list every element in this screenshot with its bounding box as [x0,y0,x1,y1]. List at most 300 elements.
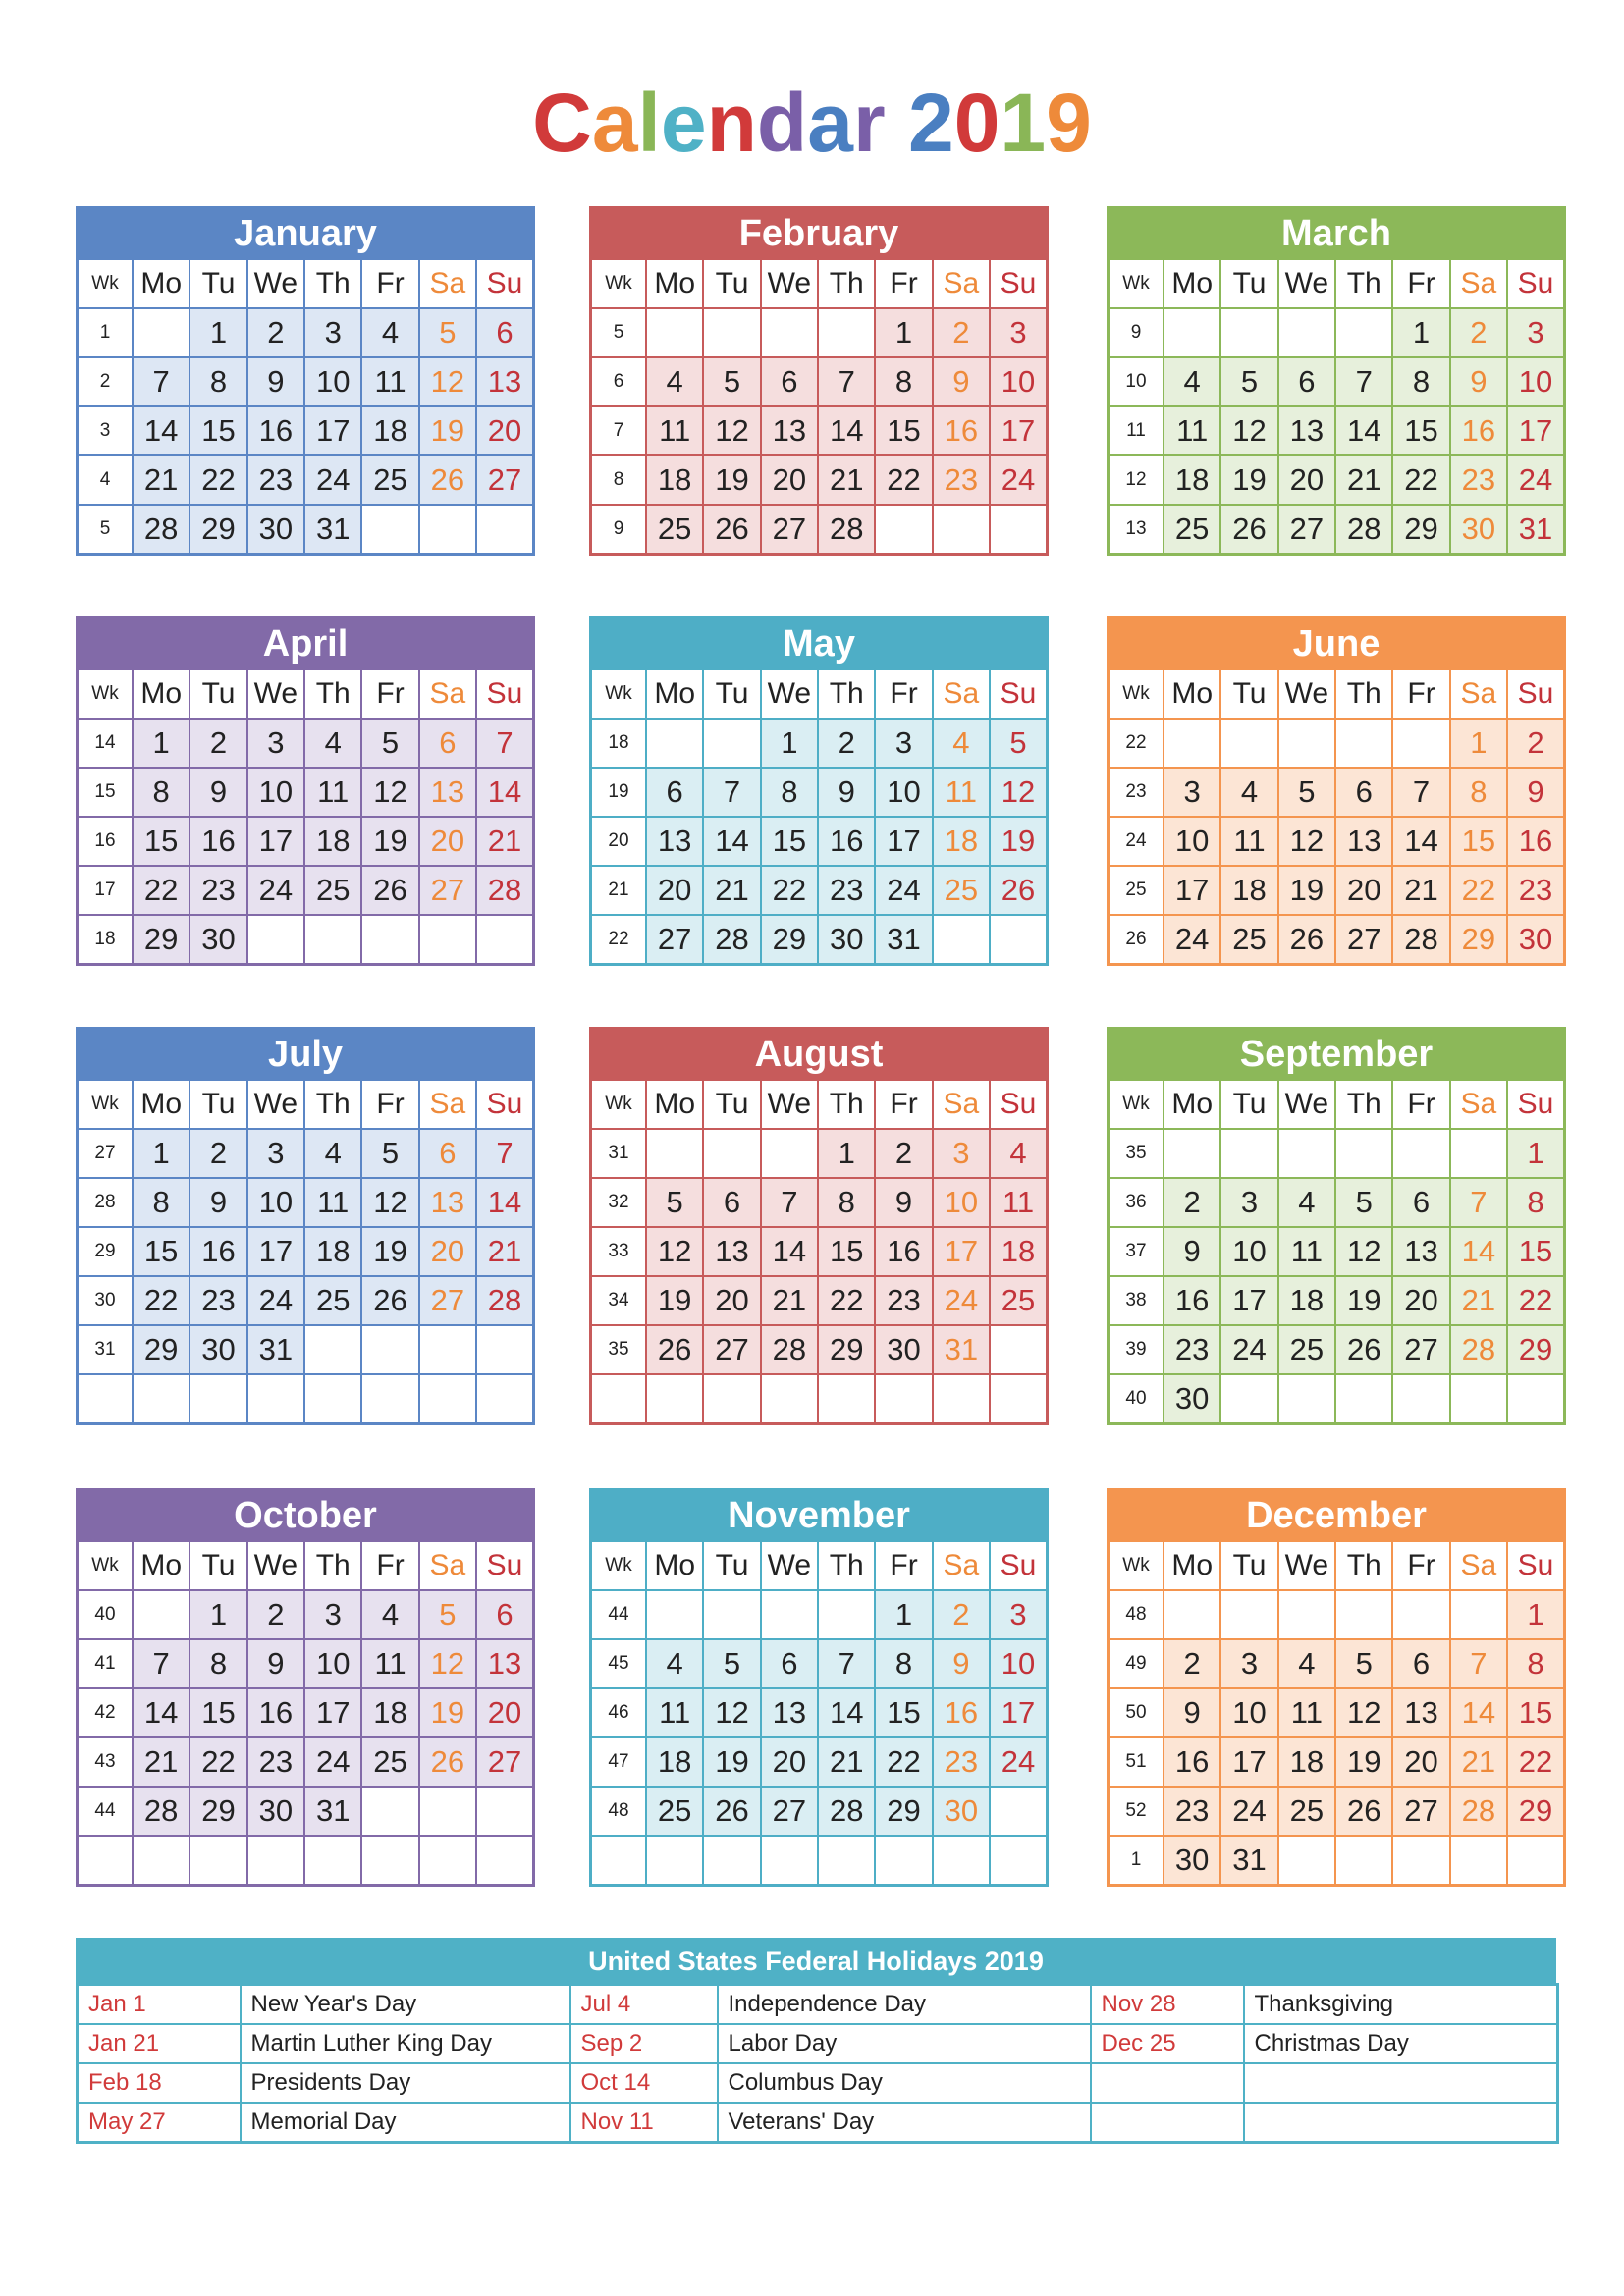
day-cell [419,1787,476,1836]
weekday-header: Su [1507,669,1564,720]
weekday-header: Tu [703,1541,760,1591]
week-row [591,1325,1048,1374]
title-letter: 1 [1000,77,1047,169]
weekday-header: Tu [189,669,246,720]
day-cell: 20 [419,1227,476,1276]
day-cell: 7 [133,1639,189,1688]
day-cell: 8 [133,768,189,817]
month-table [1107,1539,1566,1887]
month-table [76,1539,535,1887]
day-cell: 4 [361,308,418,357]
day-cell [133,1374,189,1424]
week-number: 8 [591,455,647,505]
day-cell: 11 [1164,406,1220,455]
day-cell: 28 [1450,1787,1507,1836]
weekday-header: Sa [933,259,990,309]
day-cell: 1 [818,1129,875,1178]
day-cell: 24 [1507,455,1564,505]
day-cell: 10 [1507,357,1564,406]
day-cell: 27 [646,915,703,965]
holiday-name: Labor Day [718,2024,1091,2063]
day-cell: 2 [1164,1639,1220,1688]
day-cell: 31 [1220,1836,1277,1886]
holiday-name: New Year's Day [241,1985,570,2025]
week-number: 48 [1109,1590,1164,1639]
day-cell: 24 [1220,1325,1277,1374]
day-cell: 24 [1164,915,1220,965]
weekday-header: Th [1335,1080,1392,1130]
day-cell: 24 [933,1276,990,1325]
day-cell: 6 [761,1639,818,1688]
day-cell: 1 [1507,1129,1564,1178]
day-cell: 2 [247,308,304,357]
day-cell: 21 [818,455,875,505]
day-cell [419,1325,476,1374]
weekday-header: Tu [1220,1080,1277,1130]
day-cell [189,1836,246,1886]
day-cell: 4 [646,357,703,406]
day-cell: 20 [1335,866,1392,915]
day-cell: 7 [818,1639,875,1688]
week-row [591,866,1048,915]
day-cell: 9 [1164,1227,1220,1276]
day-cell: 25 [304,1276,361,1325]
week-row [591,1178,1048,1227]
week-number [78,1374,134,1424]
day-cell: 15 [818,1227,875,1276]
day-cell: 12 [703,406,760,455]
day-cell: 6 [646,768,703,817]
week-number: 31 [591,1129,647,1178]
week-number [591,1374,647,1424]
day-cell: 14 [761,1227,818,1276]
day-cell: 24 [304,1737,361,1787]
week-number: 29 [78,1227,134,1276]
week-row [78,1737,534,1787]
month-name: April [76,616,535,667]
week-row [1109,505,1565,555]
weekday-header: Mo [1164,1541,1220,1591]
week-number: 33 [591,1227,647,1276]
day-cell: 13 [1278,406,1335,455]
day-cell: 20 [1278,455,1335,505]
week-row [591,817,1048,866]
day-cell: 3 [990,308,1047,357]
weekday-header: Mo [133,1080,189,1130]
day-cell: 31 [1507,505,1564,555]
week-number: 3 [78,406,134,455]
day-cell: 25 [361,455,418,505]
weekday-header: Th [304,1541,361,1591]
day-cell: 6 [1335,768,1392,817]
weekday-header: Wk [78,1541,134,1591]
weekday-header: Tu [703,1080,760,1130]
weekday-header: Th [1335,669,1392,720]
day-cell: 21 [1335,455,1392,505]
week-number: 32 [591,1178,647,1227]
week-row [78,1836,534,1886]
week-row [591,1639,1048,1688]
weekday-header-row [591,1541,1048,1591]
day-cell: 15 [875,1688,932,1737]
week-row [1109,406,1565,455]
day-cell: 16 [1164,1276,1220,1325]
week-row [78,1227,534,1276]
day-cell: 6 [419,719,476,768]
weekday-header: Sa [419,1080,476,1130]
day-cell: 8 [189,1639,246,1688]
weekday-header: Th [818,259,875,309]
weekday-header: We [761,1541,818,1591]
day-cell: 30 [1450,505,1507,555]
week-number: 51 [1109,1737,1164,1787]
day-cell: 3 [933,1129,990,1178]
day-cell: 28 [133,1787,189,1836]
week-row [78,915,534,965]
day-cell: 22 [133,866,189,915]
day-cell: 8 [1392,357,1449,406]
week-row [1109,1737,1565,1787]
day-cell: 7 [1392,768,1449,817]
day-cell: 14 [818,406,875,455]
week-number: 12 [1109,455,1164,505]
day-cell: 4 [304,1129,361,1178]
day-cell: 19 [361,1227,418,1276]
weekday-header: Wk [78,259,134,309]
day-cell [476,1836,533,1886]
weekday-header: Su [990,1541,1047,1591]
day-cell [818,1836,875,1886]
weekday-header: Wk [591,259,647,309]
day-cell: 24 [990,455,1047,505]
holiday-date: Nov 11 [570,2103,718,2143]
day-cell [990,1787,1047,1836]
day-cell: 16 [875,1227,932,1276]
day-cell: 4 [1278,1639,1335,1688]
day-cell: 13 [1335,817,1392,866]
day-cell: 10 [304,357,361,406]
day-cell [703,308,760,357]
week-row [1109,866,1565,915]
weekday-header: Sa [419,669,476,720]
weekday-header: Th [304,1080,361,1130]
day-cell: 14 [133,1688,189,1737]
weekday-header: Fr [361,669,418,720]
day-cell [476,915,533,965]
week-number: 46 [591,1688,647,1737]
day-cell: 17 [990,406,1047,455]
day-cell: 25 [304,866,361,915]
week-number: 42 [78,1688,134,1737]
day-cell [761,1836,818,1886]
day-cell: 5 [361,719,418,768]
weekday-header: Mo [646,259,703,309]
week-row [1109,915,1565,965]
day-cell: 27 [419,1276,476,1325]
week-number: 52 [1109,1787,1164,1836]
day-cell: 2 [818,719,875,768]
weekday-header: Fr [361,1080,418,1130]
day-cell: 6 [1278,357,1335,406]
month-august [589,1027,1049,1425]
day-cell [189,1374,246,1424]
day-cell: 22 [189,1737,246,1787]
weekday-header: Mo [133,669,189,720]
day-cell [703,1374,760,1424]
holidays-table [76,1983,1559,2144]
weekday-header: Mo [1164,259,1220,309]
day-cell: 19 [1335,1737,1392,1787]
day-cell: 25 [646,1787,703,1836]
day-cell: 9 [1164,1688,1220,1737]
day-cell: 11 [304,1178,361,1227]
day-cell: 15 [1507,1227,1564,1276]
day-cell: 15 [761,817,818,866]
day-cell [1220,1590,1277,1639]
day-cell: 27 [703,1325,760,1374]
day-cell: 18 [361,406,418,455]
day-cell: 11 [1278,1227,1335,1276]
day-cell: 21 [818,1737,875,1787]
week-number: 30 [78,1276,134,1325]
day-cell: 23 [875,1276,932,1325]
weekday-header: Su [476,259,533,309]
day-cell: 16 [247,406,304,455]
title-letter: a [807,77,853,169]
day-cell: 28 [703,915,760,965]
holiday-date: Nov 28 [1091,1985,1244,2025]
day-cell: 18 [304,1227,361,1276]
day-cell: 13 [761,1688,818,1737]
holiday-date: Jul 4 [570,1985,718,2025]
day-cell: 12 [1278,817,1335,866]
day-cell: 31 [933,1325,990,1374]
day-cell: 7 [761,1178,818,1227]
day-cell: 6 [761,357,818,406]
day-cell [646,1590,703,1639]
day-cell: 31 [304,505,361,555]
day-cell: 28 [1335,505,1392,555]
weekday-header: Th [304,259,361,309]
week-number: 15 [78,768,134,817]
day-cell: 12 [646,1227,703,1276]
day-cell: 8 [818,1178,875,1227]
day-cell: 19 [419,406,476,455]
day-cell: 26 [361,866,418,915]
day-cell: 19 [703,1737,760,1787]
day-cell [304,1836,361,1886]
holiday-date [1091,2103,1244,2143]
title-letter: a [591,77,638,169]
month-name: June [1107,616,1566,667]
day-cell: 17 [1220,1276,1277,1325]
day-cell [1450,1590,1507,1639]
day-cell: 25 [1278,1325,1335,1374]
day-cell: 26 [646,1325,703,1374]
day-cell: 10 [247,1178,304,1227]
weekday-header: Fr [1392,669,1449,720]
holiday-row [78,2024,1558,2063]
weekday-header: Sa [419,259,476,309]
weekday-header: Su [476,1080,533,1130]
day-cell: 9 [818,768,875,817]
day-cell [133,308,189,357]
week-row [591,1129,1048,1178]
day-cell: 16 [1450,406,1507,455]
weekday-header: Th [304,669,361,720]
day-cell: 18 [933,817,990,866]
weekday-header: Wk [78,669,134,720]
holiday-name: Independence Day [718,1985,1091,2025]
week-row [1109,1178,1565,1227]
week-number: 34 [591,1276,647,1325]
day-cell: 31 [875,915,932,965]
day-cell [1335,308,1392,357]
weekday-header-row [78,669,534,720]
day-cell: 14 [703,817,760,866]
weekday-header: Fr [1392,259,1449,309]
day-cell: 19 [703,455,760,505]
day-cell: 1 [133,1129,189,1178]
day-cell: 12 [1220,406,1277,455]
day-cell: 10 [304,1639,361,1688]
holiday-name: Veterans' Day [718,2103,1091,2143]
day-cell: 5 [1278,768,1335,817]
day-cell [1164,1590,1220,1639]
day-cell: 1 [1507,1590,1564,1639]
day-cell [646,719,703,768]
day-cell: 4 [990,1129,1047,1178]
day-cell: 23 [1164,1787,1220,1836]
weekday-header-row [78,259,534,309]
day-cell: 14 [818,1688,875,1737]
day-cell: 9 [189,768,246,817]
day-cell: 5 [1220,357,1277,406]
holiday-name: Presidents Day [241,2063,570,2103]
month-table [1107,667,1566,966]
day-cell: 28 [1450,1325,1507,1374]
day-cell: 28 [761,1325,818,1374]
day-cell: 13 [1392,1688,1449,1737]
day-cell: 1 [189,1590,246,1639]
day-cell: 22 [1392,455,1449,505]
day-cell [1164,719,1220,768]
week-row [1109,768,1565,817]
day-cell: 5 [1335,1639,1392,1688]
holiday-row [78,2103,1558,2143]
week-number: 26 [1109,915,1164,965]
day-cell: 9 [875,1178,932,1227]
weekday-header: Mo [1164,1080,1220,1130]
day-cell: 6 [476,308,533,357]
day-cell: 23 [247,1737,304,1787]
day-cell [933,505,990,555]
week-number: 35 [591,1325,647,1374]
day-cell: 22 [1507,1276,1564,1325]
day-cell: 22 [1507,1737,1564,1787]
day-cell: 14 [476,1178,533,1227]
day-cell: 27 [1278,505,1335,555]
holiday-row [78,1985,1558,2025]
day-cell [990,1325,1047,1374]
day-cell: 17 [304,406,361,455]
day-cell: 30 [1507,915,1564,965]
day-cell: 11 [361,1639,418,1688]
day-cell: 16 [189,1227,246,1276]
week-number: 10 [1109,357,1164,406]
month-table [76,667,535,966]
day-cell: 5 [990,719,1047,768]
holiday-date: Jan 1 [78,1985,241,2025]
day-cell: 26 [1220,505,1277,555]
week-number: 49 [1109,1639,1164,1688]
month-name: March [1107,206,1566,257]
day-cell: 29 [875,1787,932,1836]
day-cell [304,1374,361,1424]
week-row [1109,1590,1565,1639]
day-cell: 7 [1450,1639,1507,1688]
day-cell [1392,719,1449,768]
month-february [589,206,1049,556]
day-cell: 28 [476,866,533,915]
day-cell: 17 [247,1227,304,1276]
day-cell: 20 [476,1688,533,1737]
week-number: 41 [78,1639,134,1688]
day-cell [1278,308,1335,357]
day-cell: 19 [419,1688,476,1737]
day-cell [1392,1590,1449,1639]
day-cell: 2 [933,308,990,357]
day-cell: 5 [646,1178,703,1227]
week-number: 36 [1109,1178,1164,1227]
weekday-header-row [1109,1080,1565,1130]
day-cell: 11 [990,1178,1047,1227]
day-cell: 15 [1392,406,1449,455]
day-cell: 23 [933,1737,990,1787]
title-letter: 2 [907,77,954,169]
month-june [1107,616,1566,966]
day-cell: 2 [875,1129,932,1178]
day-cell: 6 [476,1590,533,1639]
weekday-header: Fr [361,259,418,309]
week-row [591,1688,1048,1737]
weekday-header: Fr [361,1541,418,1591]
day-cell: 17 [247,817,304,866]
day-cell: 10 [247,768,304,817]
month-name: December [1107,1488,1566,1539]
month-table [1107,1078,1566,1425]
day-cell: 27 [1335,915,1392,965]
day-cell [1335,1590,1392,1639]
day-cell [361,1325,418,1374]
day-cell: 3 [1507,308,1564,357]
weekday-header: Sa [1450,1080,1507,1130]
weekday-header: Su [1507,1080,1564,1130]
week-row [591,1227,1048,1276]
day-cell: 9 [1450,357,1507,406]
day-cell: 10 [1164,817,1220,866]
day-cell: 1 [875,1590,932,1639]
day-cell [761,1374,818,1424]
weekday-header: Fr [875,1541,932,1591]
day-cell: 12 [361,768,418,817]
day-cell [646,308,703,357]
week-row [1109,1836,1565,1886]
weekday-header: Su [990,669,1047,720]
week-row [591,1737,1048,1787]
week-row [591,1374,1048,1424]
day-cell: 3 [304,1590,361,1639]
